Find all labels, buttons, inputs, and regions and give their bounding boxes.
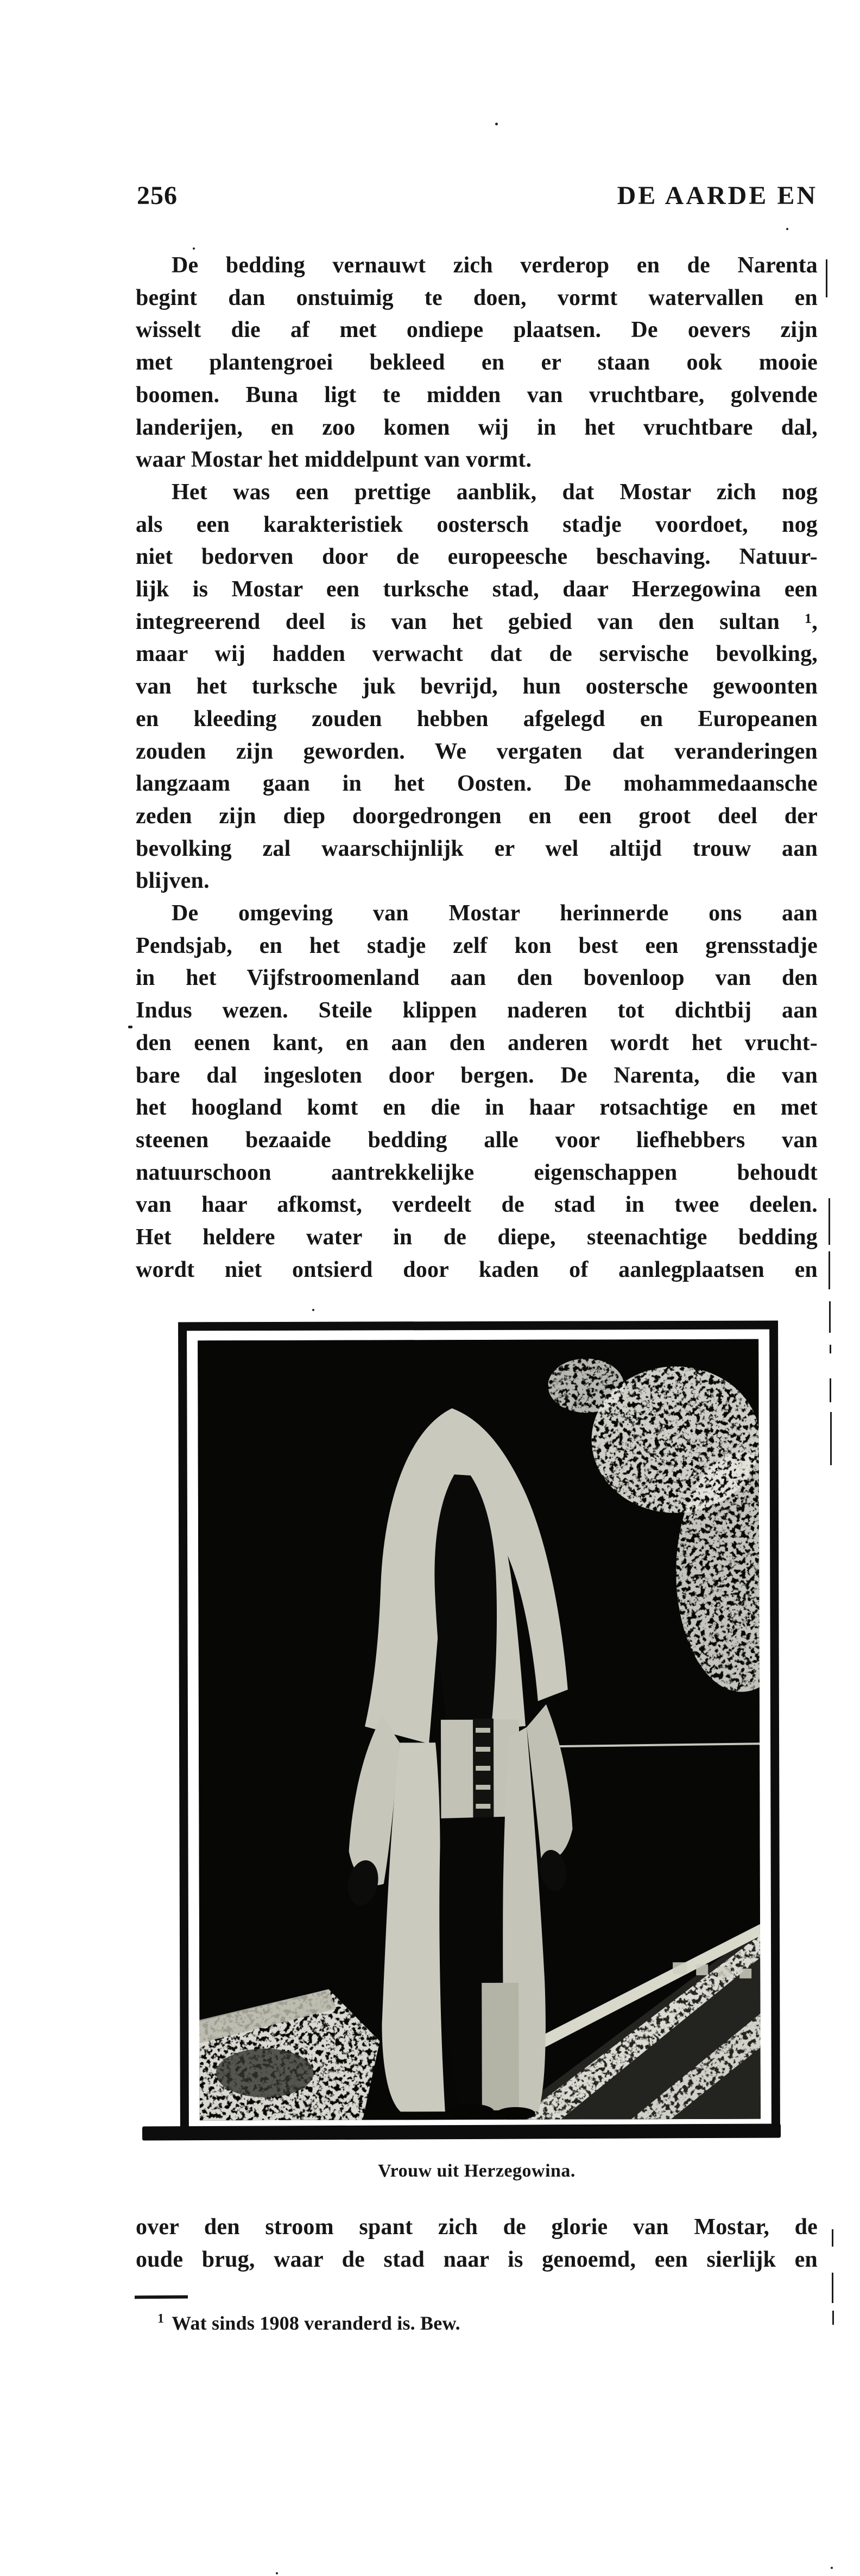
text-line: boomen. Buna ligt te midden van vruchtbare, golvende: [136, 382, 818, 408]
text-line: het hoogland komt en die in haar rotsachtige en met: [136, 1095, 818, 1121]
footnote: [136, 2305, 818, 2337]
text-line: niet bedorven door de europeesche beschaving. Natuur-: [136, 544, 818, 570]
scan-mark: [830, 1378, 831, 1402]
text-line: integreerend deel is van het gebied van den sultan ¹,: [136, 609, 818, 634]
scan-mark: [830, 1412, 832, 1465]
text-line: blijven.: [136, 868, 210, 894]
photo-illustration: [198, 1339, 761, 2121]
footnote-text: Wat sinds 1908 veranderd is. Bew.: [172, 2312, 460, 2334]
scan-speck: [128, 1026, 132, 1028]
text-line: maar wij hadden verwacht dat de servische bevolking,: [136, 641, 818, 667]
body-text-continuation: [136, 2211, 818, 2276]
scan-speck: [312, 1309, 314, 1311]
scan-speck: [495, 123, 498, 125]
text-line: over den stroom spant zich de glorie van Mostar, de: [136, 2215, 818, 2240]
text-line: als een karakteristiek oostersch stadje voordoet, nog: [136, 512, 818, 537]
photo-halftone-image: [198, 1339, 761, 2121]
scan-mark: [832, 2311, 834, 2325]
text-line: zouden zijn geworden. We vergaten dat veranderingen: [136, 739, 818, 764]
page-title: DE AARDE EN: [617, 181, 818, 210]
footnote-marker: 1: [157, 2312, 165, 2326]
scan-mark: [829, 1301, 831, 1333]
text-line: De bedding vernauwt zich verderop en de Narenta: [172, 253, 818, 278]
text-line: landerijen, en zoo komen wij in het vruchtbare dal,: [136, 415, 818, 440]
text-line: en kleeding zouden hebben afgelegd en Europeanen: [136, 706, 818, 732]
text-line: den eenen kant, en aan den anderen wordt het vrucht-: [136, 1030, 818, 1055]
footnote-divider: [135, 2295, 188, 2299]
text-line: bare dal ingesloten door bergen. De Narenta, die van: [136, 1063, 818, 1088]
text-line: bevolking zal waarschijnlijk er wel altijd trouw aan: [136, 836, 818, 861]
text-line: wisselt die af met ondiepe plaatsen. De oevers zijn: [136, 317, 818, 343]
text-line: met plantengroei bekleed en er staan ook mooie: [136, 350, 818, 376]
photo-frame: [178, 1321, 780, 2139]
text-line: Het was een prettige aanblik, dat Mostar zich nog: [172, 479, 818, 505]
scan-speck: [831, 2567, 833, 2569]
text-line: waar Mostar het middelpunt van vormt.: [136, 447, 532, 473]
text-line: Indus wezen. Steile klippen naderen tot dichtbij aan: [136, 998, 818, 1023]
scan-speck: [193, 247, 195, 250]
text-line: lijk is Mostar een turksche stad, daar Herzegowina een: [136, 577, 818, 602]
text-line: begint dan onstuimig te doen, vormt watervallen en: [136, 285, 818, 310]
text-line: steenen bezaaide bedding alle voor liefhebbers van: [136, 1127, 818, 1153]
scan-mark: [826, 259, 827, 297]
text-line: Het heldere water in de diepe, steenachtige bedding: [136, 1225, 818, 1250]
text-line: oude brug, waar de stad naar is genoemd, een sierlijk en: [136, 2247, 818, 2272]
text-line: van haar afkomst, verdeelt de stad in twee deelen.: [136, 1192, 818, 1218]
scan-mark: [830, 1345, 831, 1353]
scan-mark: [829, 1198, 830, 1245]
body-text-column: [136, 250, 818, 1287]
scan-mark: [832, 2273, 833, 2303]
text-line: wordt niet ontsierd door kaden of aanlegplaatsen en: [136, 1257, 818, 1282]
scan-mark: [829, 1251, 830, 1289]
text-line: van het turksche juk bevrijd, hun oostersche gewoonten: [136, 674, 818, 699]
running-head: [136, 181, 818, 213]
page-number: 256: [137, 181, 178, 210]
scan-mark: [832, 2229, 833, 2247]
scan-speck: [786, 228, 788, 230]
text-line: in het Vijfstroomenland aan den bovenloop van den: [136, 965, 818, 991]
photo-caption: Vrouw uit Herzegowina.: [378, 2161, 576, 2181]
scan-speck: [276, 2572, 278, 2574]
text-line: natuurschoon aantrekkelijke eigenschappen behoudt: [136, 1160, 818, 1185]
text-line: De omgeving van Mostar herinnerde ons aan: [172, 901, 818, 926]
text-line: Pendsjab, en het stadje zelf kon best een grensstadje: [136, 933, 818, 958]
photo-frame-bottom-edge: [142, 2123, 781, 2140]
text-line: langzaam gaan in het Oosten. De mohammedaansche: [136, 771, 818, 797]
text-line: zeden zijn diep doorgedrongen en een groot deel der: [136, 803, 818, 829]
